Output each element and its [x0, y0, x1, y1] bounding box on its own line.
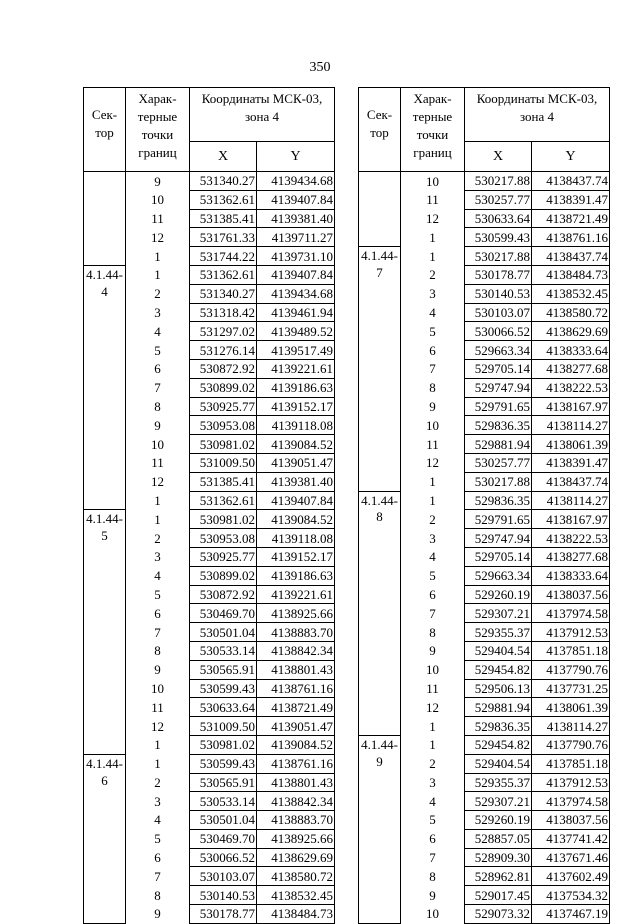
y-coordinate-cell: 4139381.40: [257, 472, 335, 491]
y-coordinate-cell: 4138114.27: [532, 717, 610, 736]
x-coordinate-cell: 530565.91: [190, 773, 257, 792]
x-coordinate-cell: 531297.02: [190, 322, 257, 341]
x-coordinate-cell: 530981.02: [190, 510, 257, 529]
y-coordinate-cell: 4138721.49: [532, 209, 610, 228]
x-coordinate-cell: 529307.21: [465, 604, 532, 623]
y-coordinate-cell: 4138629.69: [257, 848, 335, 867]
x-coordinate-cell: 530533.14: [190, 641, 257, 660]
y-coordinate-cell: 4139381.40: [257, 209, 335, 228]
x-coordinate-cell: 530981.02: [190, 435, 257, 454]
y-coordinate-cell: 4138222.53: [532, 378, 610, 397]
coordinates-column-header: Координаты МСК-03, зона 4: [465, 88, 610, 142]
point-cell: 7: [126, 378, 190, 397]
y-coordinate-cell: 4138277.68: [532, 359, 610, 378]
point-cell: 6: [126, 604, 190, 623]
point-cell: 9: [401, 641, 465, 660]
x-coordinate-cell: 530981.02: [190, 735, 257, 754]
x-coordinate-cell: 531385.41: [190, 472, 257, 491]
y-coordinate-cell: 4139407.84: [257, 491, 335, 510]
y-coordinate-cell: 4139434.68: [257, 284, 335, 303]
point-cell: 2: [126, 284, 190, 303]
x-coordinate-cell: 529747.94: [465, 378, 532, 397]
x-coordinate-cell: 529454.82: [465, 735, 532, 754]
y-coordinate-cell: 4138114.27: [532, 491, 610, 510]
x-coordinate-cell: 530872.92: [190, 585, 257, 604]
point-cell: 9: [401, 397, 465, 416]
point-cell: 3: [126, 547, 190, 566]
table-row: [359, 491, 610, 510]
y-coordinate-cell: 4139084.52: [257, 510, 335, 529]
point-cell: 3: [401, 284, 465, 303]
point-cell: 11: [401, 679, 465, 698]
y-coordinate-cell: 4138167.97: [532, 397, 610, 416]
point-cell: 3: [126, 792, 190, 811]
y-coordinate-cell: 4139434.68: [257, 172, 335, 191]
point-cell: 3: [401, 773, 465, 792]
point-cell: 4: [126, 811, 190, 830]
point-cell: 12: [401, 453, 465, 472]
y-coordinate-cell: 4138037.56: [532, 585, 610, 604]
y-coordinate-cell: 4138222.53: [532, 529, 610, 548]
table-row: [84, 510, 335, 529]
sector-cell: 4.1.44- 4: [84, 265, 126, 509]
y-coordinate-cell: 4138114.27: [532, 416, 610, 435]
y-coordinate-cell: 4138761.16: [532, 228, 610, 247]
x-coordinate-cell: 529705.14: [465, 547, 532, 566]
x-coordinate-cell: 529881.94: [465, 698, 532, 717]
y-coordinate-cell: 4139084.52: [257, 735, 335, 754]
point-cell: 12: [401, 698, 465, 717]
y-coordinate-cell: 4139118.08: [257, 529, 335, 548]
point-cell: 9: [401, 886, 465, 905]
x-coordinate-cell: 531009.50: [190, 453, 257, 472]
point-cell: 7: [401, 604, 465, 623]
y-coordinate-cell: 4138842.34: [257, 641, 335, 660]
point-cell: 10: [401, 905, 465, 924]
x-coordinate-cell: 530066.52: [465, 322, 532, 341]
point-cell: 4: [126, 566, 190, 585]
x-coordinate-cell: 530872.92: [190, 359, 257, 378]
sector-column-header: Сек- тор: [359, 88, 401, 172]
sector-cell: 4.1.44- 8: [359, 491, 401, 735]
y-coordinate-cell: 4138061.39: [532, 435, 610, 454]
x-coordinate-cell: 531362.61: [190, 265, 257, 284]
y-coordinate-cell: 4138883.70: [257, 811, 335, 830]
x-coordinate-cell: 530501.04: [190, 623, 257, 642]
x-coordinate-cell: 530565.91: [190, 660, 257, 679]
sector-cell: 4.1.44- 6: [84, 754, 126, 923]
point-cell: 5: [401, 566, 465, 585]
x-coordinate-cell: 530103.07: [190, 867, 257, 886]
point-cell: 7: [126, 623, 190, 642]
x-coordinate-cell: 530899.02: [190, 378, 257, 397]
y-coordinate-cell: 4138925.66: [257, 604, 335, 623]
y-coordinate-cell: 4139118.08: [257, 416, 335, 435]
x-coordinate-cell: 529404.54: [465, 641, 532, 660]
point-cell: 4: [126, 322, 190, 341]
x-coordinate-cell: 528857.05: [465, 829, 532, 848]
x-coordinate-cell: 530633.64: [190, 698, 257, 717]
y-coordinate-cell: 4139221.61: [257, 585, 335, 604]
y-coordinate-cell: 4138333.64: [532, 341, 610, 360]
x-coordinate-cell: 530217.88: [465, 172, 532, 191]
point-cell: 2: [401, 265, 465, 284]
point-cell: 10: [126, 435, 190, 454]
y-coordinate-cell: 4137790.76: [532, 735, 610, 754]
point-cell: 1: [126, 510, 190, 529]
y-coordinate-cell: 4138801.43: [257, 660, 335, 679]
page-number: 350: [309, 60, 331, 75]
y-coordinate-cell: 4138883.70: [257, 623, 335, 642]
y-coordinate-cell: 4139084.52: [257, 435, 335, 454]
x-coordinate-cell: 529355.37: [465, 773, 532, 792]
point-cell: 10: [401, 172, 465, 191]
x-coordinate-cell: 529836.35: [465, 717, 532, 736]
x-column-header: X: [190, 142, 257, 172]
x-coordinate-cell: 529836.35: [465, 491, 532, 510]
point-cell: 9: [126, 172, 190, 191]
point-cell: 9: [126, 416, 190, 435]
point-cell: 4: [401, 547, 465, 566]
point-cell: 3: [401, 529, 465, 548]
table-body: [359, 172, 610, 924]
y-coordinate-cell: 4138532.45: [257, 886, 335, 905]
x-coordinate-cell: 530953.08: [190, 416, 257, 435]
point-cell: 11: [126, 209, 190, 228]
y-coordinate-cell: 4138532.45: [532, 284, 610, 303]
point-cell: 1: [126, 265, 190, 284]
point-cell: 5: [126, 829, 190, 848]
point-cell: 5: [126, 341, 190, 360]
point-cell: 8: [401, 623, 465, 642]
point-cell: 6: [126, 848, 190, 867]
x-coordinate-cell: 530925.77: [190, 547, 257, 566]
x-coordinate-cell: 529307.21: [465, 792, 532, 811]
x-coordinate-cell: 530599.43: [465, 228, 532, 247]
y-coordinate-cell: 4137534.32: [532, 886, 610, 905]
y-coordinate-cell: 4139407.84: [257, 265, 335, 284]
sector-cell: [84, 172, 126, 266]
point-cell: 12: [126, 472, 190, 491]
x-coordinate-cell: 531744.22: [190, 247, 257, 266]
point-cell: 1: [126, 247, 190, 266]
sector-column-header: Сек- тор: [84, 88, 126, 172]
y-coordinate-cell: 4139489.52: [257, 322, 335, 341]
table-header: [84, 88, 335, 172]
x-coordinate-cell: 531385.41: [190, 209, 257, 228]
sector-cell: 4.1.44- 7: [359, 247, 401, 491]
x-coordinate-cell: 530103.07: [465, 303, 532, 322]
x-coordinate-cell: 531761.33: [190, 228, 257, 247]
y-coordinate-cell: 4138925.66: [257, 829, 335, 848]
point-cell: 2: [126, 529, 190, 548]
y-coordinate-cell: 4138761.16: [257, 679, 335, 698]
point-cell: 12: [126, 228, 190, 247]
x-coordinate-cell: 530533.14: [190, 792, 257, 811]
coordinates-table-left: [83, 87, 335, 924]
x-coordinate-cell: 529791.65: [465, 397, 532, 416]
y-coordinate-cell: 4139051.47: [257, 453, 335, 472]
table-row: [359, 247, 610, 266]
y-coordinate-cell: 4139152.17: [257, 397, 335, 416]
x-column-header: X: [465, 142, 532, 172]
point-cell: 1: [401, 472, 465, 491]
y-coordinate-cell: 4139517.49: [257, 341, 335, 360]
point-cell: 1: [401, 717, 465, 736]
x-coordinate-cell: 530633.64: [465, 209, 532, 228]
y-coordinate-cell: 4139407.84: [257, 190, 335, 209]
y-coordinate-cell: 4138391.47: [532, 453, 610, 472]
x-coordinate-cell: 530178.77: [465, 265, 532, 284]
x-coordinate-cell: 529663.34: [465, 566, 532, 585]
point-cell: 1: [401, 247, 465, 266]
point-cell: 10: [126, 679, 190, 698]
x-coordinate-cell: 531362.61: [190, 190, 257, 209]
y-coordinate-cell: 4139461.94: [257, 303, 335, 322]
y-coordinate-cell: 4138037.56: [532, 811, 610, 830]
table-row: [359, 735, 610, 754]
point-cell: 6: [126, 359, 190, 378]
x-coordinate-cell: 530257.77: [465, 190, 532, 209]
x-coordinate-cell: 530953.08: [190, 529, 257, 548]
y-coordinate-cell: 4138391.47: [532, 190, 610, 209]
table-header: [359, 88, 610, 172]
sector-cell: 4.1.44- 5: [84, 510, 126, 754]
point-cell: 7: [401, 359, 465, 378]
y-coordinate-cell: 4137602.49: [532, 867, 610, 886]
x-coordinate-cell: 530501.04: [190, 811, 257, 830]
x-coordinate-cell: 531340.27: [190, 284, 257, 303]
x-coordinate-cell: 530178.77: [190, 905, 257, 924]
x-coordinate-cell: 530217.88: [465, 247, 532, 266]
y-coordinate-cell: 4138277.68: [532, 547, 610, 566]
y-coordinate-cell: 4138842.34: [257, 792, 335, 811]
point-cell: 9: [126, 905, 190, 924]
x-coordinate-cell: 529705.14: [465, 359, 532, 378]
x-coordinate-cell: 529017.45: [465, 886, 532, 905]
point-cell: 8: [126, 886, 190, 905]
y-coordinate-cell: 4139221.61: [257, 359, 335, 378]
y-coordinate-cell: 4138721.49: [257, 698, 335, 717]
table-body: [84, 172, 335, 924]
point-cell: 11: [126, 453, 190, 472]
coordinates-column-header: Координаты МСК-03, зона 4: [190, 88, 335, 142]
x-coordinate-cell: 529881.94: [465, 435, 532, 454]
x-coordinate-cell: 528909.30: [465, 848, 532, 867]
y-coordinate-cell: 4139051.47: [257, 717, 335, 736]
x-coordinate-cell: 529260.19: [465, 585, 532, 604]
table-row: [84, 754, 335, 773]
point-cell: 8: [401, 378, 465, 397]
x-coordinate-cell: 530469.70: [190, 829, 257, 848]
y-coordinate-cell: 4137790.76: [532, 660, 610, 679]
y-coordinate-cell: 4138437.74: [532, 472, 610, 491]
point-cell: 11: [126, 698, 190, 717]
point-cell: 11: [401, 435, 465, 454]
y-coordinate-cell: 4138333.64: [532, 566, 610, 585]
point-cell: 7: [126, 867, 190, 886]
x-coordinate-cell: 531009.50: [190, 717, 257, 736]
y-coordinate-cell: 4138801.43: [257, 773, 335, 792]
y-coordinate-cell: 4137912.53: [532, 773, 610, 792]
point-cell: 1: [126, 735, 190, 754]
x-coordinate-cell: 529506.13: [465, 679, 532, 698]
point-cell: 4: [401, 303, 465, 322]
x-coordinate-cell: 530066.52: [190, 848, 257, 867]
x-coordinate-cell: 528962.81: [465, 867, 532, 886]
y-coordinate-cell: 4138484.73: [257, 905, 335, 924]
x-coordinate-cell: 529073.32: [465, 905, 532, 924]
y-coordinate-cell: 4139731.10: [257, 247, 335, 266]
y-coordinate-cell: 4137741.42: [532, 829, 610, 848]
table-row: [84, 172, 335, 191]
y-coordinate-cell: 4137731.25: [532, 679, 610, 698]
point-cell: 11: [401, 190, 465, 209]
point-cell: 1: [126, 754, 190, 773]
point-cell: 7: [401, 848, 465, 867]
point-cell: 2: [126, 773, 190, 792]
point-column-header: Харак- терные точки границ: [401, 88, 465, 172]
point-cell: 12: [401, 209, 465, 228]
point-cell: 9: [126, 660, 190, 679]
x-coordinate-cell: 529836.35: [465, 416, 532, 435]
y-column-header: Y: [532, 142, 610, 172]
coordinates-table-right: [358, 87, 610, 924]
point-cell: 8: [126, 397, 190, 416]
x-coordinate-cell: 530140.53: [190, 886, 257, 905]
point-cell: 6: [401, 585, 465, 604]
y-coordinate-cell: 4138437.74: [532, 247, 610, 266]
x-coordinate-cell: 529663.34: [465, 341, 532, 360]
x-coordinate-cell: 529355.37: [465, 623, 532, 642]
point-cell: 6: [401, 829, 465, 848]
point-cell: 5: [401, 811, 465, 830]
point-cell: 1: [401, 491, 465, 510]
x-coordinate-cell: 530899.02: [190, 566, 257, 585]
y-coordinate-cell: 4137912.53: [532, 623, 610, 642]
y-coordinate-cell: 4138580.72: [532, 303, 610, 322]
y-coordinate-cell: 4137851.18: [532, 641, 610, 660]
x-coordinate-cell: 531276.14: [190, 341, 257, 360]
point-cell: 5: [126, 585, 190, 604]
y-coordinate-cell: 4138580.72: [257, 867, 335, 886]
sector-cell: 4.1.44- 9: [359, 735, 401, 923]
x-coordinate-cell: 530599.43: [190, 754, 257, 773]
x-coordinate-cell: 531318.42: [190, 303, 257, 322]
point-cell: 12: [126, 717, 190, 736]
x-coordinate-cell: 531362.61: [190, 491, 257, 510]
table-row: [359, 172, 610, 191]
y-coordinate-cell: 4138167.97: [532, 510, 610, 529]
y-column-header: Y: [257, 142, 335, 172]
y-coordinate-cell: 4139711.27: [257, 228, 335, 247]
table-row: [84, 265, 335, 284]
x-coordinate-cell: 530140.53: [465, 284, 532, 303]
point-cell: 8: [401, 867, 465, 886]
point-cell: 1: [126, 491, 190, 510]
point-cell: 8: [126, 641, 190, 660]
point-cell: 3: [126, 303, 190, 322]
y-coordinate-cell: 4139186.63: [257, 378, 335, 397]
y-coordinate-cell: 4137974.58: [532, 792, 610, 811]
x-coordinate-cell: 529791.65: [465, 510, 532, 529]
y-coordinate-cell: 4138761.16: [257, 754, 335, 773]
point-cell: 5: [401, 322, 465, 341]
y-coordinate-cell: 4137467.19: [532, 905, 610, 924]
point-cell: 1: [401, 228, 465, 247]
y-coordinate-cell: 4138484.73: [532, 265, 610, 284]
x-coordinate-cell: 530469.70: [190, 604, 257, 623]
point-column-header: Харак- терные точки границ: [126, 88, 190, 172]
point-cell: 6: [401, 341, 465, 360]
y-coordinate-cell: 4139152.17: [257, 547, 335, 566]
y-coordinate-cell: 4138061.39: [532, 698, 610, 717]
x-coordinate-cell: 529747.94: [465, 529, 532, 548]
y-coordinate-cell: 4138629.69: [532, 322, 610, 341]
x-coordinate-cell: 529260.19: [465, 811, 532, 830]
x-coordinate-cell: 529454.82: [465, 660, 532, 679]
x-coordinate-cell: 530257.77: [465, 453, 532, 472]
point-cell: 2: [401, 754, 465, 773]
x-coordinate-cell: 530599.43: [190, 679, 257, 698]
point-cell: 10: [401, 416, 465, 435]
point-cell: 1: [401, 735, 465, 754]
point-cell: 10: [401, 660, 465, 679]
y-coordinate-cell: 4137974.58: [532, 604, 610, 623]
point-cell: 2: [401, 510, 465, 529]
y-coordinate-cell: 4139186.63: [257, 566, 335, 585]
point-cell: 4: [401, 792, 465, 811]
point-cell: 10: [126, 190, 190, 209]
y-coordinate-cell: 4138437.74: [532, 172, 610, 191]
x-coordinate-cell: 529404.54: [465, 754, 532, 773]
y-coordinate-cell: 4137671.46: [532, 848, 610, 867]
y-coordinate-cell: 4137851.18: [532, 754, 610, 773]
sector-cell: [359, 172, 401, 247]
x-coordinate-cell: 530217.88: [465, 472, 532, 491]
x-coordinate-cell: 530925.77: [190, 397, 257, 416]
x-coordinate-cell: 531340.27: [190, 172, 257, 191]
